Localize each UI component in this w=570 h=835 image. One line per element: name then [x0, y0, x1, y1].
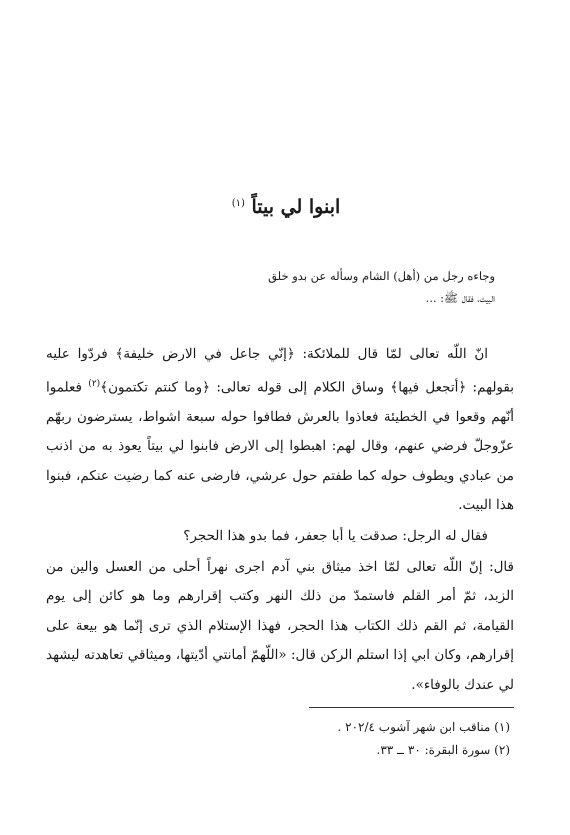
- footnote-divider: [309, 707, 514, 708]
- paragraph-footnote-marker: (٢): [88, 378, 101, 389]
- paragraph: فقال له الرجل: صدقت يا أبا جعفر، فما بدو هذا الحجر؟: [183, 528, 488, 545]
- intro-line: وجاءه رجل من (أهل) الشام وسأله عن بدو خلق: [268, 269, 495, 283]
- paragraph: [46, 340, 514, 521]
- main-text: [46, 340, 514, 701]
- footnotes: [50, 716, 510, 762]
- footnote: (١) مناقب ابن شهر آشوب ٢٠٢/٤ .: [337, 720, 510, 734]
- footnote: (٢) سورة البقرة: ٣٠ ــ ٣٣.: [376, 743, 510, 757]
- paragraph-text: فعلموا أنّهم وقعوا في الخطيئة فعاذوا بالعرش فطافوا حوله سبعة اشواط، يسترضون ربهّم عزّوجلّ فرضي عنهم، وقال لهم: اهبطوا إلى الارض فابنوا لي بيتاً يعوذ به من اذنب من عبادي ويطوف حوله كما طفتم حول عرشي، فارضى عنه كما رضيت عنكم، فبنوا هذا البيت.: [46, 379, 514, 514]
- paragraph: قال: إنّ اللّه تعالى لمّا اخذ ميثاق بني آدم اجرى نهراً أحلى من العسل والين من الزبد، ثمّ أمر القلم فاستمدّ من ذلك النهر وكتب إقرارهم وما هو كائن إلى يوم القيامة، ثم القم ذلك الكتاب هذا الحجر، فهذا الإستلام الذي ترى إنّما هو بيعة على إقرارهم، وكان ابي إذا استلم الركن قال: «اللّهمّ أمانتي أدّيتها، وميثاقي تعاهدته ليشهد لي عندك بالوفاء».: [46, 558, 514, 694]
- page-title: [0, 196, 570, 218]
- title-footnote-marker: (١): [231, 197, 245, 209]
- title-text: ابنوا لي بيتاً: [251, 196, 341, 218]
- intro-text: [65, 265, 495, 309]
- paragraph-text: انّ اللّه تعالى لمّا قال للملائكة: ﴿إنّي جاعل في الارض خليفة﴾ فردّوا عليه بقولهم: ﴿أتجعل فيها﴾ وساق الكلام إلى قوله تعالى: ﴿وما كنتم تكتمون﴾: [46, 346, 514, 396]
- intro-line: البيت، فقال ﷺ: ...: [425, 291, 495, 305]
